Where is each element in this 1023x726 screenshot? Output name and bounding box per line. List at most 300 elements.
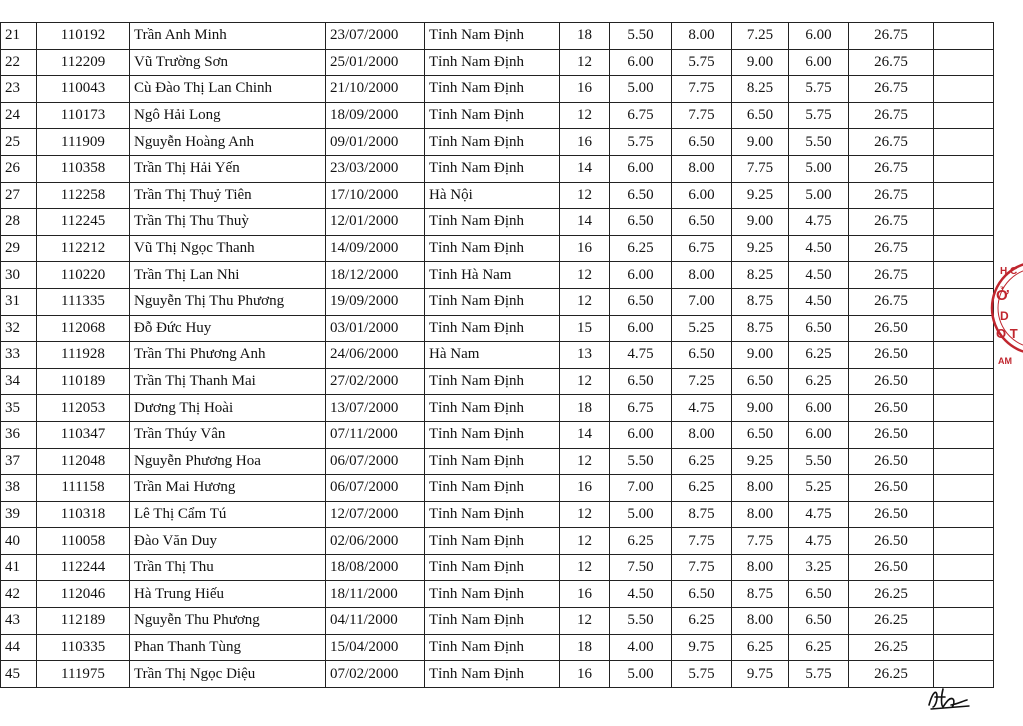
candidate-name: Nguyễn Thị Thu Phương (130, 288, 326, 315)
date-of-birth: 18/11/2000 (326, 581, 425, 608)
candidate-name: Nguyễn Thu Phương (130, 608, 326, 635)
row-number: 41 (1, 554, 37, 581)
score-subject-1: 5.50 (610, 608, 672, 635)
score-subject-2: 7.25 (672, 368, 732, 395)
area-code: 16 (560, 581, 610, 608)
birth-place: Tỉnh Nam Định (425, 554, 560, 581)
date-of-birth: 07/02/2000 (326, 661, 425, 688)
row-number: 32 (1, 315, 37, 342)
score-subject-3: 8.00 (732, 475, 789, 502)
candidate-name: Hà Trung Hiếu (130, 581, 326, 608)
notes-cell (934, 262, 994, 289)
birth-place: Tỉnh Nam Định (425, 368, 560, 395)
date-of-birth: 15/04/2000 (326, 634, 425, 661)
date-of-birth: 27/02/2000 (326, 368, 425, 395)
score-subject-2: 8.00 (672, 23, 732, 50)
birth-place: Tỉnh Nam Định (425, 209, 560, 236)
row-number: 29 (1, 235, 37, 262)
score-subject-4: 6.00 (789, 395, 849, 422)
candidate-number: 112244 (37, 554, 130, 581)
candidate-name: Trần Anh Minh (130, 23, 326, 50)
area-code: 13 (560, 342, 610, 369)
notes-cell (934, 23, 994, 50)
table-row (1, 448, 994, 475)
notes-cell (934, 634, 994, 661)
table-row (1, 608, 994, 635)
score-subject-3: 6.50 (732, 102, 789, 129)
total-score: 26.75 (849, 288, 934, 315)
area-code: 14 (560, 421, 610, 448)
area-code: 14 (560, 155, 610, 182)
score-subject-3: 8.75 (732, 288, 789, 315)
birth-place: Tỉnh Nam Định (425, 76, 560, 103)
score-subject-2: 4.75 (672, 395, 732, 422)
score-subject-4: 6.50 (789, 608, 849, 635)
score-subject-2: 7.75 (672, 76, 732, 103)
candidate-name: Trần Thị Thanh Mai (130, 368, 326, 395)
candidate-number: 110347 (37, 421, 130, 448)
svg-text:AM: AM (998, 356, 1012, 366)
table-row (1, 315, 994, 342)
svg-text:O T: O T (996, 326, 1018, 341)
row-number: 30 (1, 262, 37, 289)
notes-cell (934, 528, 994, 555)
candidate-number: 110358 (37, 155, 130, 182)
score-subject-1: 6.25 (610, 235, 672, 262)
total-score: 26.50 (849, 395, 934, 422)
candidate-name: Trần Thi Phương Anh (130, 342, 326, 369)
candidate-name: Lê Thị Cẩm Tú (130, 501, 326, 528)
date-of-birth: 12/01/2000 (326, 209, 425, 236)
candidate-number: 110220 (37, 262, 130, 289)
row-number: 42 (1, 581, 37, 608)
score-subject-1: 6.50 (610, 288, 672, 315)
score-subject-3: 6.50 (732, 421, 789, 448)
candidate-number: 112209 (37, 49, 130, 76)
table-row (1, 528, 994, 555)
notes-cell (934, 102, 994, 129)
date-of-birth: 06/07/2000 (326, 448, 425, 475)
score-subject-2: 6.50 (672, 342, 732, 369)
candidate-number: 110043 (37, 76, 130, 103)
notes-cell (934, 581, 994, 608)
candidate-name: Đỗ Đức Huy (130, 315, 326, 342)
row-number: 37 (1, 448, 37, 475)
score-subject-3: 8.75 (732, 315, 789, 342)
date-of-birth: 14/09/2000 (326, 235, 425, 262)
score-subject-4: 6.00 (789, 49, 849, 76)
date-of-birth: 09/01/2000 (326, 129, 425, 156)
table-body (1, 23, 994, 688)
date-of-birth: 17/10/2000 (326, 182, 425, 209)
score-subject-2: 6.25 (672, 448, 732, 475)
score-subject-3: 9.00 (732, 129, 789, 156)
table-row (1, 23, 994, 50)
total-score: 26.50 (849, 475, 934, 502)
candidate-name: Trần Thị Ngọc Diệu (130, 661, 326, 688)
date-of-birth: 23/03/2000 (326, 155, 425, 182)
date-of-birth: 03/01/2000 (326, 315, 425, 342)
area-code: 16 (560, 661, 610, 688)
row-number: 34 (1, 368, 37, 395)
score-subject-3: 6.25 (732, 634, 789, 661)
date-of-birth: 21/10/2000 (326, 76, 425, 103)
score-subject-1: 6.50 (610, 182, 672, 209)
notes-cell (934, 209, 994, 236)
table-row (1, 661, 994, 688)
candidate-number: 110335 (37, 634, 130, 661)
row-number: 36 (1, 421, 37, 448)
score-subject-1: 6.50 (610, 368, 672, 395)
score-subject-1: 5.50 (610, 23, 672, 50)
area-code: 12 (560, 554, 610, 581)
candidate-number: 112048 (37, 448, 130, 475)
candidate-number: 112068 (37, 315, 130, 342)
score-subject-4: 5.00 (789, 182, 849, 209)
total-score: 26.75 (849, 155, 934, 182)
date-of-birth: 12/07/2000 (326, 501, 425, 528)
row-number: 40 (1, 528, 37, 555)
table-row (1, 634, 994, 661)
score-subject-4: 4.75 (789, 528, 849, 555)
score-subject-2: 6.50 (672, 581, 732, 608)
row-number: 25 (1, 129, 37, 156)
score-subject-4: 3.25 (789, 554, 849, 581)
score-subject-2: 5.25 (672, 315, 732, 342)
row-number: 21 (1, 23, 37, 50)
date-of-birth: 02/06/2000 (326, 528, 425, 555)
birth-place: Tỉnh Nam Định (425, 235, 560, 262)
score-subject-2: 8.00 (672, 155, 732, 182)
date-of-birth: 24/06/2000 (326, 342, 425, 369)
score-subject-1: 6.00 (610, 315, 672, 342)
candidate-number: 112053 (37, 395, 130, 422)
area-code: 12 (560, 182, 610, 209)
score-subject-4: 6.50 (789, 315, 849, 342)
date-of-birth: 25/01/2000 (326, 49, 425, 76)
area-code: 14 (560, 209, 610, 236)
table-row (1, 581, 994, 608)
score-subject-3: 6.50 (732, 368, 789, 395)
table-row (1, 49, 994, 76)
total-score: 26.25 (849, 608, 934, 635)
handwritten-signature (925, 683, 973, 711)
area-code: 12 (560, 262, 610, 289)
area-code: 16 (560, 76, 610, 103)
row-number: 39 (1, 501, 37, 528)
score-subject-4: 5.50 (789, 129, 849, 156)
total-score: 26.75 (849, 49, 934, 76)
area-code: 18 (560, 634, 610, 661)
date-of-birth: 19/09/2000 (326, 288, 425, 315)
table-row (1, 129, 994, 156)
total-score: 26.75 (849, 129, 934, 156)
area-code: 12 (560, 102, 610, 129)
notes-cell (934, 368, 994, 395)
candidate-number: 112046 (37, 581, 130, 608)
row-number: 43 (1, 608, 37, 635)
candidate-name: Đào Văn Duy (130, 528, 326, 555)
candidate-number: 110192 (37, 23, 130, 50)
birth-place: Tỉnh Nam Định (425, 49, 560, 76)
score-subject-4: 6.25 (789, 368, 849, 395)
birth-place: Tỉnh Nam Định (425, 421, 560, 448)
total-score: 26.50 (849, 342, 934, 369)
birth-place: Tỉnh Nam Định (425, 581, 560, 608)
notes-cell (934, 155, 994, 182)
date-of-birth: 18/09/2000 (326, 102, 425, 129)
candidate-name: Trần Thị Thuỷ Tiên (130, 182, 326, 209)
notes-cell (934, 76, 994, 103)
score-subject-2: 7.75 (672, 554, 732, 581)
score-subject-1: 6.75 (610, 102, 672, 129)
score-subject-4: 5.00 (789, 155, 849, 182)
score-subject-4: 5.50 (789, 448, 849, 475)
total-score: 26.75 (849, 102, 934, 129)
notes-cell (934, 182, 994, 209)
total-score: 26.25 (849, 634, 934, 661)
table-row (1, 501, 994, 528)
table-row (1, 554, 994, 581)
table-row (1, 288, 994, 315)
score-subject-4: 5.75 (789, 102, 849, 129)
score-subject-3: 8.25 (732, 262, 789, 289)
score-subject-4: 6.50 (789, 581, 849, 608)
area-code: 16 (560, 129, 610, 156)
score-subject-3: 9.00 (732, 49, 789, 76)
score-subject-2: 6.25 (672, 475, 732, 502)
table-row (1, 475, 994, 502)
table-row (1, 342, 994, 369)
candidate-number: 112212 (37, 235, 130, 262)
total-score: 26.75 (849, 76, 934, 103)
score-subject-2: 7.75 (672, 528, 732, 555)
notes-cell (934, 49, 994, 76)
candidate-number: 111335 (37, 288, 130, 315)
score-subject-1: 5.00 (610, 661, 672, 688)
candidate-name: Trần Thị Thu (130, 554, 326, 581)
score-subject-2: 8.00 (672, 262, 732, 289)
date-of-birth: 18/08/2000 (326, 554, 425, 581)
date-of-birth: 07/11/2000 (326, 421, 425, 448)
score-subject-4: 4.50 (789, 235, 849, 262)
date-of-birth: 18/12/2000 (326, 262, 425, 289)
candidate-number: 110189 (37, 368, 130, 395)
svg-text:Ở: Ở (996, 287, 1009, 304)
birth-place: Tỉnh Nam Định (425, 448, 560, 475)
official-seal-stamp (990, 238, 1023, 378)
total-score: 26.75 (849, 209, 934, 236)
area-code: 18 (560, 395, 610, 422)
score-subject-2: 8.00 (672, 421, 732, 448)
total-score: 26.50 (849, 528, 934, 555)
total-score: 26.50 (849, 368, 934, 395)
table-row (1, 182, 994, 209)
score-subject-4: 6.00 (789, 23, 849, 50)
area-code: 12 (560, 49, 610, 76)
row-number: 33 (1, 342, 37, 369)
score-subject-4: 4.50 (789, 262, 849, 289)
score-subject-1: 5.00 (610, 76, 672, 103)
candidate-number: 112189 (37, 608, 130, 635)
candidate-name: Trần Mai Hương (130, 475, 326, 502)
birth-place: Tỉnh Nam Định (425, 23, 560, 50)
score-subject-1: 6.25 (610, 528, 672, 555)
date-of-birth: 13/07/2000 (326, 395, 425, 422)
score-sheet (0, 22, 993, 688)
score-subject-2: 6.25 (672, 608, 732, 635)
area-code: 12 (560, 608, 610, 635)
score-subject-3: 9.00 (732, 395, 789, 422)
row-number: 22 (1, 49, 37, 76)
candidate-number: 110058 (37, 528, 130, 555)
row-number: 24 (1, 102, 37, 129)
area-code: 16 (560, 475, 610, 502)
score-subject-3: 9.25 (732, 235, 789, 262)
score-subject-1: 6.75 (610, 395, 672, 422)
score-subject-4: 6.25 (789, 634, 849, 661)
total-score: 26.50 (849, 421, 934, 448)
row-number: 31 (1, 288, 37, 315)
total-score: 26.75 (849, 262, 934, 289)
area-code: 12 (560, 368, 610, 395)
candidate-name: Nguyễn Hoàng Anh (130, 129, 326, 156)
score-subject-2: 9.75 (672, 634, 732, 661)
score-subject-4: 6.25 (789, 342, 849, 369)
birth-place: Tỉnh Nam Định (425, 501, 560, 528)
birth-place: Tỉnh Nam Định (425, 661, 560, 688)
row-number: 44 (1, 634, 37, 661)
birth-place: Tỉnh Nam Định (425, 634, 560, 661)
score-subject-1: 4.50 (610, 581, 672, 608)
score-subject-2: 7.75 (672, 102, 732, 129)
candidate-name: Phan Thanh Tùng (130, 634, 326, 661)
table-row (1, 235, 994, 262)
score-subject-1: 4.75 (610, 342, 672, 369)
birth-place: Tỉnh Nam Định (425, 155, 560, 182)
date-of-birth: 06/07/2000 (326, 475, 425, 502)
score-subject-2: 6.50 (672, 129, 732, 156)
total-score: 26.75 (849, 235, 934, 262)
score-subject-3: 8.00 (732, 501, 789, 528)
score-subject-1: 6.00 (610, 155, 672, 182)
total-score: 26.50 (849, 448, 934, 475)
score-subject-3: 8.00 (732, 554, 789, 581)
candidate-name: Trần Thị Hải Yến (130, 155, 326, 182)
notes-cell (934, 608, 994, 635)
birth-place: Tỉnh Nam Định (425, 288, 560, 315)
score-subject-2: 5.75 (672, 49, 732, 76)
notes-cell (934, 235, 994, 262)
candidate-number: 110318 (37, 501, 130, 528)
date-of-birth: 23/07/2000 (326, 23, 425, 50)
score-subject-4: 6.00 (789, 421, 849, 448)
total-score: 26.50 (849, 554, 934, 581)
row-number: 27 (1, 182, 37, 209)
area-code: 16 (560, 235, 610, 262)
score-subject-3: 8.75 (732, 581, 789, 608)
score-subject-1: 6.00 (610, 421, 672, 448)
score-subject-4: 4.75 (789, 501, 849, 528)
score-subject-3: 9.75 (732, 661, 789, 688)
row-number: 35 (1, 395, 37, 422)
total-score: 26.25 (849, 661, 934, 688)
area-code: 15 (560, 315, 610, 342)
notes-cell (934, 395, 994, 422)
total-score: 26.50 (849, 315, 934, 342)
score-subject-2: 5.75 (672, 661, 732, 688)
area-code: 12 (560, 501, 610, 528)
score-subject-3: 7.25 (732, 23, 789, 50)
total-score: 26.50 (849, 501, 934, 528)
score-subject-3: 9.00 (732, 342, 789, 369)
birth-place: Hà Nam (425, 342, 560, 369)
score-subject-1: 6.00 (610, 262, 672, 289)
candidate-name: Trần Thúy Vân (130, 421, 326, 448)
area-code: 12 (560, 528, 610, 555)
candidate-name: Trần Thị Lan Nhi (130, 262, 326, 289)
score-subject-3: 8.25 (732, 76, 789, 103)
table-row (1, 76, 994, 103)
score-subject-4: 5.25 (789, 475, 849, 502)
table-row (1, 395, 994, 422)
row-number: 45 (1, 661, 37, 688)
date-of-birth: 04/11/2000 (326, 608, 425, 635)
score-subject-4: 4.75 (789, 209, 849, 236)
row-number: 23 (1, 76, 37, 103)
birth-place: Tỉnh Nam Định (425, 315, 560, 342)
birth-place: Tỉnh Nam Định (425, 528, 560, 555)
score-subject-1: 5.75 (610, 129, 672, 156)
score-subject-3: 9.25 (732, 448, 789, 475)
score-subject-3: 8.00 (732, 608, 789, 635)
birth-place: Tỉnh Nam Định (425, 608, 560, 635)
table-row (1, 155, 994, 182)
total-score: 26.75 (849, 23, 934, 50)
score-subject-1: 7.50 (610, 554, 672, 581)
candidate-name: Dương Thị Hoài (130, 395, 326, 422)
notes-cell (934, 554, 994, 581)
total-score: 26.75 (849, 182, 934, 209)
birth-place: Tỉnh Nam Định (425, 475, 560, 502)
score-subject-1: 6.50 (610, 209, 672, 236)
score-subject-1: 5.00 (610, 501, 672, 528)
table-row (1, 102, 994, 129)
table-row (1, 368, 994, 395)
birth-place: Tỉnh Nam Định (425, 102, 560, 129)
area-code: 12 (560, 288, 610, 315)
score-subject-4: 4.50 (789, 288, 849, 315)
notes-cell (934, 475, 994, 502)
score-subject-1: 5.50 (610, 448, 672, 475)
svg-text:H.C: H.C (1000, 266, 1018, 277)
candidate-number: 111158 (37, 475, 130, 502)
candidate-number: 111975 (37, 661, 130, 688)
birth-place: Tỉnh Hà Nam (425, 262, 560, 289)
notes-cell (934, 288, 994, 315)
notes-cell (934, 315, 994, 342)
score-subject-3: 9.25 (732, 182, 789, 209)
score-subject-3: 7.75 (732, 155, 789, 182)
total-score: 26.25 (849, 581, 934, 608)
candidate-name: Ngô Hải Long (130, 102, 326, 129)
score-subject-2: 6.75 (672, 235, 732, 262)
candidate-number: 112245 (37, 209, 130, 236)
table-row (1, 421, 994, 448)
birth-place: Hà Nội (425, 182, 560, 209)
score-subject-1: 4.00 (610, 634, 672, 661)
candidate-name: Vũ Thị Ngọc Thanh (130, 235, 326, 262)
